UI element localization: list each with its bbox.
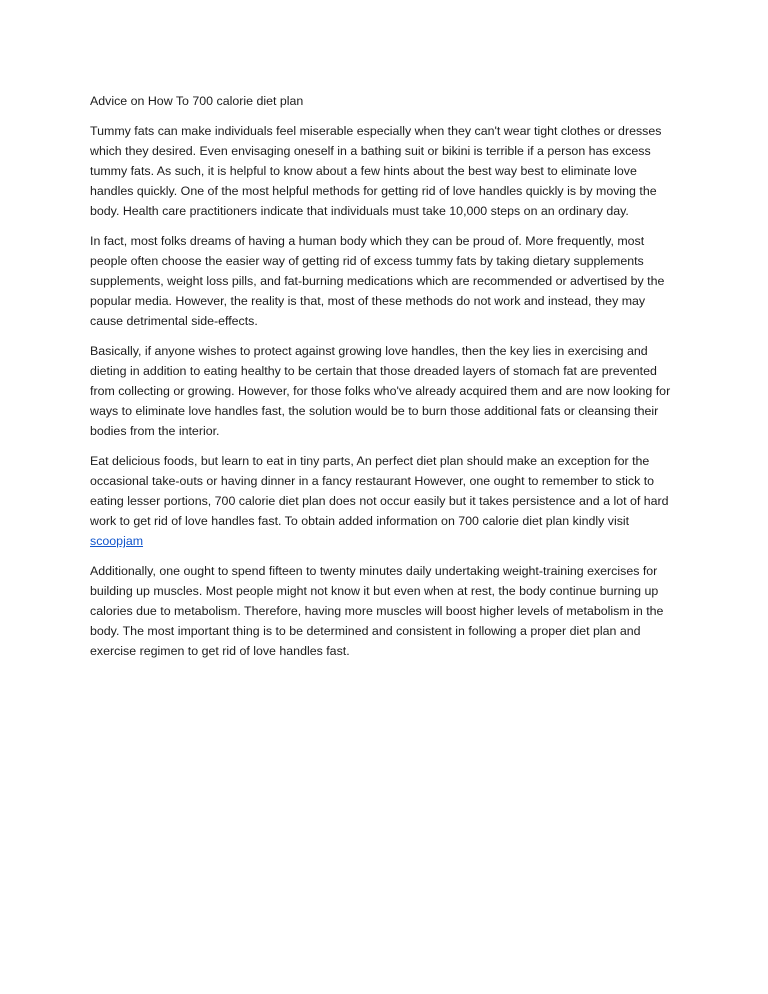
paragraph-5: Additionally, one ought to spend fifteen to twenty minutes daily undertaking weight-training exercises for building up muscles. Most people might not know it but even when at rest, the body continue burning up calories due to metabolism. Therefore, having more muscles will boost higher levels of metabolism in the body. The most important thing is to be determined and consistent in following a proper diet plan and exercise regimen to get rid of love handles fast. (90, 564, 664, 658)
paragraph-3: Basically, if anyone wishes to protect against growing love handles, then the key lies in exercising and dieting in addition to eating healthy to be certain that those dreaded layers of stomach fat are prevented from collecting or growing. However, for those folks who've already acquired them and are now looking for ways to eliminate love handles fast, the solution would be to burn those additional fats or cleansing their bodies from the interior. (90, 344, 671, 438)
paragraph-4-text: Eat delicious foods, but learn to eat in tiny parts, An perfect diet plan should make an exception for the occasional take-outs or having dinner in a fancy restaurant However, one ought to remember to stick to eating lesser portions, 700 calorie diet plan does not occur easily but it takes persistence and a lot of hard work to get rid of love handles fast. To obtain added information on 700 calorie diet plan kindly visit (90, 454, 669, 528)
paragraph-2: In fact, most folks dreams of having a human body which they can be proud of. More frequently, most people often choose the easier way of getting rid of excess tummy fats by taking dietary supplements supplements, weight loss pills, and fat-burning medications which are recommended or advertised by the popular media. However, the reality is that, most of these methods do not work and instead, they may cause detrimental side-effects. (90, 234, 665, 328)
scoopjam-link[interactable]: scoopjam (90, 534, 144, 548)
paragraph-4 (90, 451, 680, 551)
document-body (90, 91, 680, 671)
paragraph-1: Tummy fats can make individuals feel miserable especially when they can't wear tight clothes or dresses which they desired. Even envisaging oneself in a bathing suit or bikini is terrible if a person has excess tummy fats. As such, it is helpful to know about a few hints about the best way best to eliminate love handles quickly. One of the most helpful methods for getting rid of love handles quickly is by moving the body. Health care practitioners indicate that individuals must take 10,000 steps on an ordinary day. (90, 124, 662, 218)
document-title: Advice on How To 700 calorie diet plan (90, 94, 304, 108)
